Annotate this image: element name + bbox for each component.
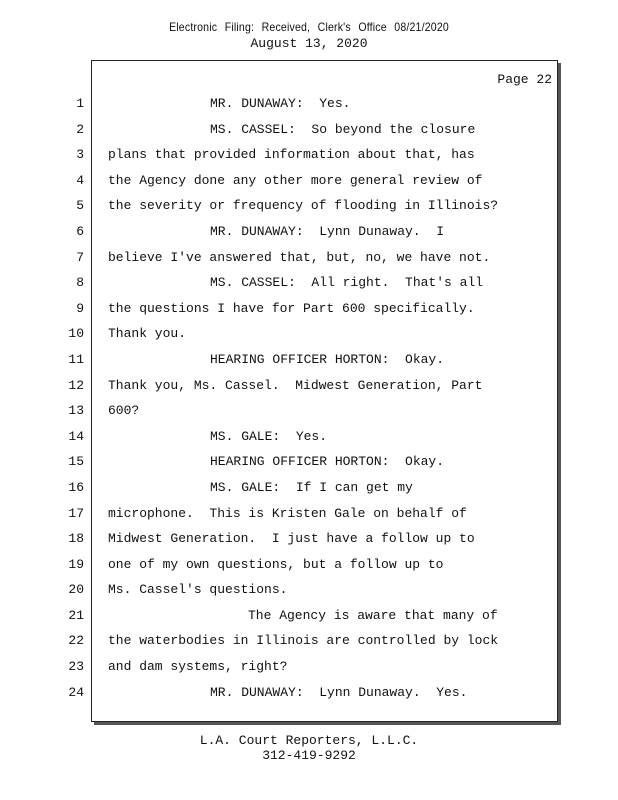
line-number: 9 — [76, 300, 84, 316]
reporter-phone: 312-419-9292 — [262, 748, 356, 763]
transcript-date: August 13, 2020 — [250, 36, 368, 51]
line-number: 13 — [68, 403, 84, 419]
line-text: the severity or frequency of flooding in Illinois? — [108, 198, 499, 214]
line-text: the questions I have for Part 600 specifically. — [108, 300, 475, 316]
line-number: 17 — [68, 505, 84, 521]
line-text: MS. GALE: If I can get my — [210, 479, 413, 495]
line-number: 5 — [76, 198, 84, 214]
line-number: 15 — [68, 454, 84, 470]
line-text: 600? — [108, 403, 140, 419]
line-text: and dam systems, right? — [108, 659, 288, 675]
transcript-line — [0, 142, 618, 168]
transcript-line — [0, 424, 618, 450]
line-text: MR. DUNAWAY: Yes. — [210, 96, 351, 111]
line-number: 6 — [76, 223, 84, 239]
line-text: believe I've answered that, but, no, we have not. — [108, 249, 491, 265]
line-number: 18 — [68, 531, 84, 547]
line-number: 1 — [76, 96, 84, 111]
transcript-line — [0, 680, 618, 706]
line-number: 22 — [68, 633, 84, 649]
line-number: 14 — [68, 428, 84, 444]
transcript-line — [0, 91, 618, 117]
transcript-line — [0, 398, 618, 424]
line-number: 24 — [68, 684, 84, 700]
line-number: 10 — [68, 326, 84, 342]
line-text: MS. CASSEL: So beyond the closure — [210, 121, 476, 137]
transcript-line — [0, 321, 618, 347]
transcript-line — [0, 526, 618, 552]
transcript-line — [0, 168, 618, 194]
reporter-company: L.A. Court Reporters, L.L.C. — [199, 733, 419, 748]
line-text: The Agency is aware that many of — [248, 607, 498, 623]
transcript-line — [0, 270, 618, 296]
line-number: 12 — [68, 377, 84, 393]
line-text: Midwest Generation. I just have a follow up to — [108, 531, 475, 547]
line-text: the Agency done any other more general review of — [108, 172, 483, 188]
line-number: 21 — [68, 607, 84, 623]
transcript-line — [0, 654, 618, 680]
line-text: HEARING OFFICER HORTON: Okay. — [210, 351, 445, 367]
line-text: Ms. Cassel's questions. — [108, 582, 288, 598]
line-text: MR. DUNAWAY: Lynn Dunaway. Yes. — [210, 684, 468, 700]
line-text: MR. DUNAWAY: Lynn Dunaway. I — [210, 223, 445, 239]
transcript-line — [0, 373, 618, 399]
line-text: plans that provided information about that, has — [108, 147, 475, 163]
line-number: 23 — [68, 659, 84, 675]
filing-stamp: Electronic Filing: Received, Clerk's Office 08/21/2020 — [169, 20, 449, 34]
transcript-line — [0, 347, 618, 373]
transcript-line — [0, 501, 618, 527]
line-number: 19 — [68, 556, 84, 572]
transcript-line — [0, 628, 618, 654]
transcript-line — [0, 552, 618, 578]
line-text: one of my own questions, but a follow up to — [108, 556, 444, 572]
line-number: 11 — [68, 351, 84, 367]
line-number: 7 — [76, 249, 84, 265]
transcript-line — [0, 219, 618, 245]
transcript-line — [0, 603, 618, 629]
transcript-line — [0, 245, 618, 271]
transcript-line — [0, 193, 618, 219]
line-number: 8 — [76, 275, 84, 291]
transcript-line — [0, 117, 618, 143]
line-text: Thank you. — [108, 326, 187, 342]
line-number: 2 — [76, 121, 84, 137]
transcript-line — [0, 449, 618, 475]
transcript-line — [0, 296, 618, 322]
line-number: 20 — [68, 582, 84, 598]
transcript-line — [0, 475, 618, 501]
transcript-line — [0, 577, 618, 603]
line-text: MS. CASSEL: All right. That's all — [210, 275, 484, 291]
line-text: microphone. This is Kristen Gale on behalf of — [108, 505, 467, 521]
line-text: Thank you, Ms. Cassel. Midwest Generation, Part — [108, 377, 483, 393]
line-number: 3 — [76, 147, 84, 163]
transcript-lines — [0, 91, 618, 705]
page-number: Page 22 — [497, 72, 552, 87]
line-text: MS. GALE: Yes. — [210, 428, 328, 444]
line-number: 4 — [76, 172, 84, 188]
line-number: 16 — [68, 479, 84, 495]
line-text: the waterbodies in Illinois are controlled by lock — [108, 633, 499, 649]
line-text: HEARING OFFICER HORTON: Okay. — [210, 454, 445, 470]
